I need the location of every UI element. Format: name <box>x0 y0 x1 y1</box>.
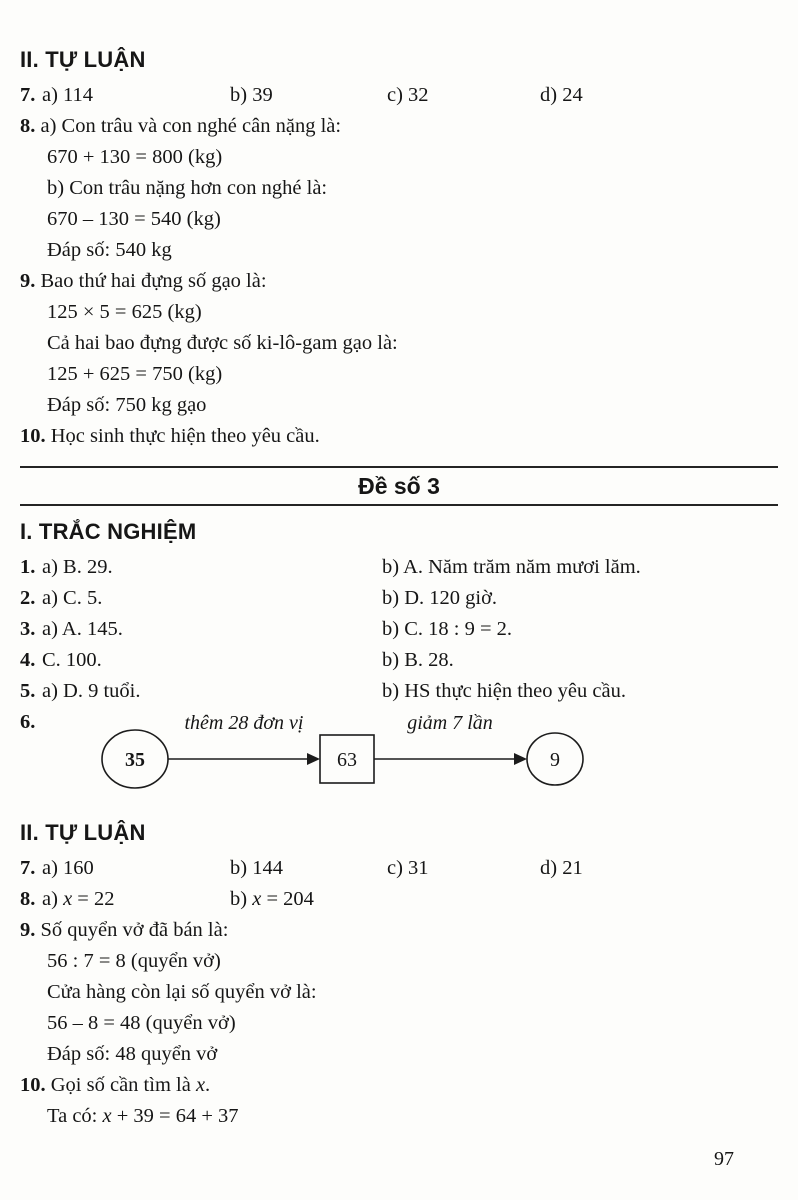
mc-answer-a: a) B. 29. <box>42 556 113 578</box>
item-number: 9. <box>20 270 36 292</box>
section-heading-multiple-choice: I. TRẮC NGHIỆM <box>20 519 197 544</box>
arrow1-label: thêm 28 đơn vị <box>184 712 304 734</box>
text-suffix: . <box>205 1074 211 1096</box>
text-prefix: Gọi số cần tìm là <box>50 1074 196 1096</box>
solution-text: a) Con trâu và con nghé cân nặng là: <box>40 115 342 137</box>
answer-b-suffix: = 204 <box>261 888 314 910</box>
exam-title: Đề số 3 <box>358 473 440 499</box>
answer-a-suffix: = 22 <box>72 888 115 910</box>
answer-a: a) 160 <box>42 857 94 879</box>
item-number: 6. <box>20 711 36 733</box>
mc-answer-a: C. 100. <box>42 649 102 671</box>
solution-line: Đáp số: 750 kg gạo <box>47 394 207 416</box>
answer-row-7b <box>20 853 778 884</box>
middle-value: 63 <box>337 749 357 771</box>
solution-line: 125 × 5 = 625 (kg) <box>47 301 202 323</box>
mc-row-1 <box>20 552 778 583</box>
item-number: 9. <box>20 919 36 941</box>
item-10-line <box>20 421 778 452</box>
arrow2-head <box>514 753 527 765</box>
variable-x: x <box>63 888 73 910</box>
text-suffix: + 39 = 64 + 37 <box>111 1105 239 1127</box>
answer-b <box>230 884 387 915</box>
answer-d: d) 24 <box>540 84 583 106</box>
mc-answer-b: b) B. 28. <box>382 649 454 671</box>
text-prefix: Ta có: <box>47 1105 103 1127</box>
mc-row-3 <box>20 614 778 645</box>
item-number: 1. <box>20 556 36 578</box>
solution-text: Số quyển vở đã bán là: <box>40 919 229 941</box>
item-8-line-1 <box>20 111 778 142</box>
answer-a <box>42 884 230 915</box>
answer-a-prefix: a) <box>42 888 64 910</box>
exam-title-banner <box>20 466 778 506</box>
mc-answer-a: a) D. 9 tuổi. <box>42 680 141 702</box>
answer-c: c) 31 <box>387 857 429 879</box>
mc-answer-a: a) C. 5. <box>42 587 103 609</box>
item-number: 5. <box>20 680 36 702</box>
item-9b-line-1 <box>20 915 778 946</box>
answer-d: d) 21 <box>540 857 583 879</box>
answer-c: c) 32 <box>387 84 429 106</box>
solution-line <box>20 1101 778 1132</box>
solution-line: Cửa hàng còn lại số quyển vở là: <box>47 981 317 1003</box>
answer-a: a) 114 <box>42 84 94 106</box>
solution-line: 670 + 130 = 800 (kg) <box>47 146 223 168</box>
mc-answer-b: b) D. 120 giờ. <box>382 587 498 609</box>
variable-x: x <box>195 1074 206 1096</box>
mc-answer-a: a) A. 145. <box>42 618 123 640</box>
item-number: 7. <box>20 84 36 106</box>
section-heading-essay-2: II. TỰ LUẬN <box>20 820 146 845</box>
arrow1-head <box>307 753 320 765</box>
solution-line: 56 – 8 = 48 (quyển vở) <box>47 1012 236 1034</box>
solution-text <box>51 1074 210 1096</box>
solution-text: Bao thứ hai đựng số gạo là: <box>40 270 267 292</box>
solution-line: Đáp số: 48 quyển vở <box>47 1043 218 1065</box>
start-value: 35 <box>125 749 145 771</box>
item-9-line-1 <box>20 266 778 297</box>
horizontal-rule-bottom <box>20 504 778 506</box>
item-6 <box>20 707 778 811</box>
mc-answer-b: b) A. Năm trăm năm mươi lăm. <box>382 556 641 578</box>
item-number: 2. <box>20 587 36 609</box>
solution-line: b) Con trâu nặng hơn con nghé là: <box>47 177 328 199</box>
answer-b: b) 144 <box>230 857 283 879</box>
mc-row-2 <box>20 583 778 614</box>
solution-line: Đáp số: 540 kg <box>47 239 172 261</box>
mc-row-4 <box>20 645 778 676</box>
answer-b: b) 39 <box>230 84 273 106</box>
item-number: 8. <box>20 115 36 137</box>
answer-row-8b <box>20 884 778 915</box>
variable-x: x <box>102 1105 112 1127</box>
answer-row-7 <box>20 80 778 111</box>
number-machine-diagram <box>42 707 642 811</box>
item-number: 10. <box>20 425 46 447</box>
solution-line: 125 + 625 = 750 (kg) <box>47 363 223 385</box>
item-number: 8. <box>20 888 36 910</box>
mc-answer-b: b) HS thực hiện theo yêu cầu. <box>382 680 626 702</box>
solution-line: Cả hai bao đựng được số ki-lô-gam gạo là: <box>47 332 398 354</box>
item-number: 4. <box>20 649 36 671</box>
item-number: 7. <box>20 857 36 879</box>
solution-line: 56 : 7 = 8 (quyển vở) <box>47 950 221 972</box>
solution-text: Học sinh thực hiện theo yêu cầu. <box>50 425 320 447</box>
page-number: 97 <box>714 1148 734 1170</box>
mc-answer-b: b) C. 18 : 9 = 2. <box>382 618 513 640</box>
answer-b-prefix: b) <box>230 888 253 910</box>
variable-x: x <box>252 888 262 910</box>
item-number: 10. <box>20 1074 46 1096</box>
end-value: 9 <box>550 749 560 771</box>
arrow2-label: giảm 7 lần <box>407 712 493 734</box>
item-number: 3. <box>20 618 36 640</box>
section-heading-essay-1: II. TỰ LUẬN <box>20 47 146 72</box>
solution-line: 670 – 130 = 540 (kg) <box>47 208 221 230</box>
mc-row-5 <box>20 676 778 707</box>
item-10b-line-1 <box>20 1070 778 1101</box>
